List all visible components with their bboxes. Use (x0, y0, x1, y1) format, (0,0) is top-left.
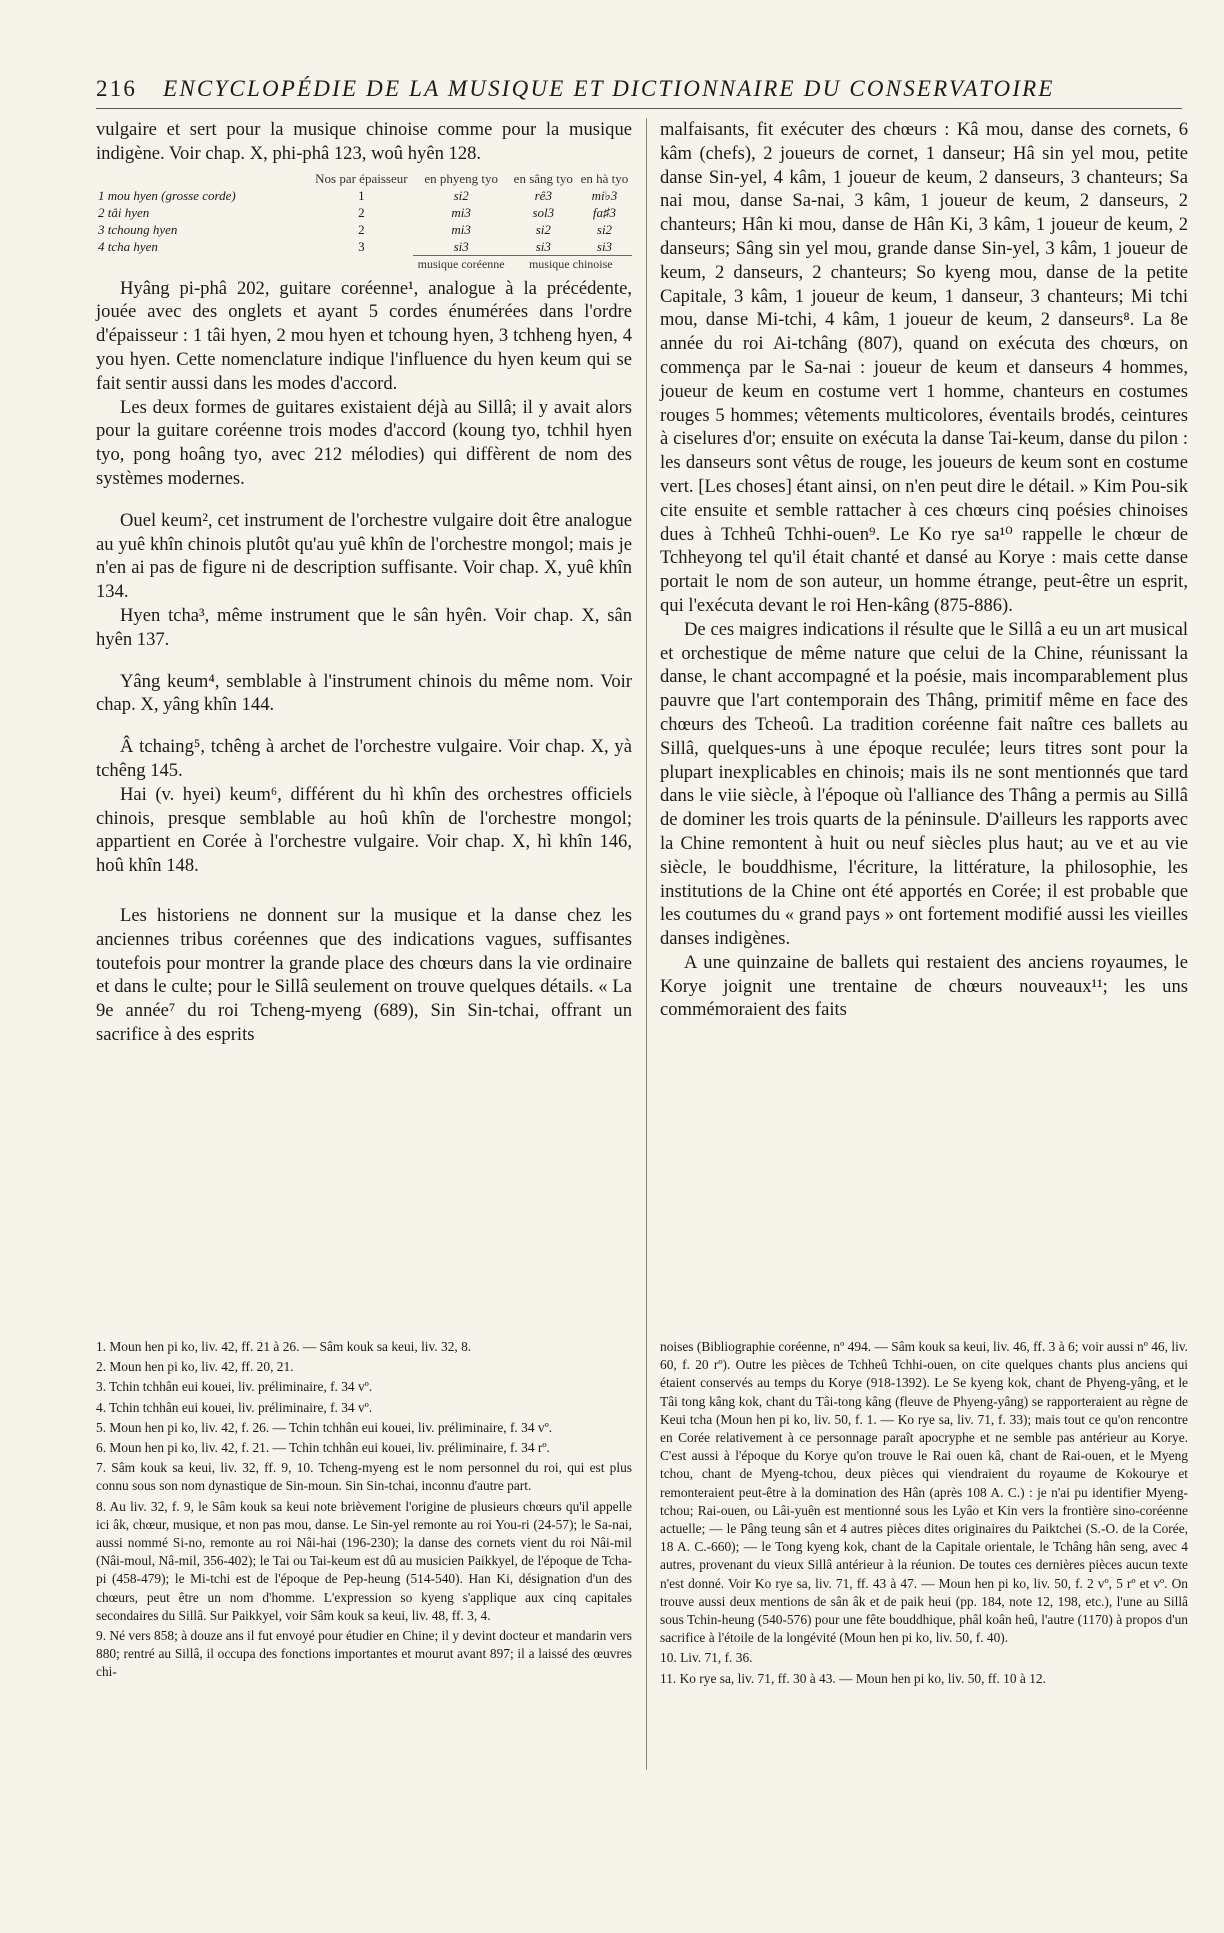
column-divider (646, 118, 647, 1770)
footnote: 1. Moun hen pi ko, liv. 42, ff. 21 à 26. — Sâm kouk sa keui, liv. 32, 8. (96, 1339, 472, 1354)
page-header (96, 76, 1182, 102)
footnotes-right (660, 1338, 1188, 1690)
footnote: 9. Né vers 858; à douze ans il fut envoyé pour étudier en Chine; il y devint docteur et mandarin vers 880; rentré au Sillâ, il occupa des fonctions importantes et mourut avant 897; il a laissé des œuvres chi- (96, 1628, 632, 1680)
paragraph: malfaisants, fit exécuter des chœurs : Kâ mou, danse des cornets, 6 kâm (chefs), 2 joueurs de cornet, 1 danseur; Hâ sin yel mou, petite danse Sin-yel, 4 kâm, 1 joueur de keum, 2 danseurs, 3 chanteurs; Sa nai mou, danse Sa-nai, 3 kâm, 1 joueur de keum, 2 danseurs, 2 chanteurs; Hân ki mou, danse de Hân Ki, 3 kâm, 1 joueur de keum, 2 danseurs; Sâng sin yel mou, grande danse Sin-yel, 3 kâm, 1 joueur de keum, 2 danseurs, 2 chanteurs; So kyeng mou, danse de la petite Capitale, 3 kâm, 1 joueur de keum, 1 danseur, 3 chanteurs; Mi tchi mou, danse Mi-tchi, 4 kâm, 1 joueur de keum, 2 danseurs⁸. La 8e année du roi Ai-tchâng (807), quand on exécuta des chœurs, on commença par le Sa-nai : joueur de keum et danseurs 4 hommes, joueur de keum en costume vert 1 homme, chanteurs en costumes rouges 5 hommes; vêtements multicolores, éventails brodés, ceintures à ciselures d'or; ensuite on exécuta la danse Tai-keum, danse du pilon : les danseurs sont vêtus de rouge, les joueurs de keum sont en costume vert. [Les choses] étant ainsi, on n'en peut dire le détail. » Kim Pou-sik cite ensuite et semble rattacher à ces chœurs cinq poésies chinoises dues à Tchheû Tchhi-ouen⁹. Le Ko rye sa¹⁰ rappelle le chœur de Tchheyong tel qu'il était chanté et dansé au Korye : mais cette danse portait le nom de son auteur, un homme étrange, peut-être un esprit, qui l'exécuta devant le roi Hen-kâng (875-886). (660, 119, 1188, 616)
footnote: 5. Moun hen pi ko, liv. 42, f. 26. — Tchin tchhân eui kouei, liv. préliminaire, f. 34 vº. (96, 1419, 553, 1435)
table-header: en phyeng tyo (424, 170, 498, 186)
paragraph: Hyâng pi-phâ 202, guitare coréenne¹, analogue à la précédente, jouée avec des onglets et ayant 5 cordes énumérées dans l'ordre d'épaisseur : 1 tâi hyen, 2 mou hyen et tchoung hyen, 3 tchheng hyen, 4 you hyen. Cette nomenclature indique l'influence du hyen keum qui se fait sentir aussi dans les modes d'accord. (96, 277, 632, 394)
footnote: 8. Au liv. 32, f. 9, le Sâm kouk sa keui note brièvement l'origine de plusieurs chœurs qu'il appelle ici âk, chœur, musique, et non pas mou, danse. Le Sin-yel remonte au roi You-ri (24-57); le Sa-nai, aussi nommé Si-no, remonte au roi Nâi-hai (196-230); la danse des cornets vient du roi Nâi-mil (Nâi-moul, Nâ-mil, 356-402); le Tai ou Tai-keum est dû au musicien Paikkyel, de l'époque de Tcha-pi (458-479); le Mi-tchi est de l'époque de Pep-heung (514-540). Han Ki, désignation d'un des chœurs, peut être un nom d'homme. L'expression so kyeng s'applique aux cinq capitales secondaires du Sillâ. Sur Paikkyel, voir Sâm kouk sa keui, liv. 48, ff. 3, 4. (96, 1498, 632, 1623)
paragraph: Ouel keum², cet instrument de l'orchestre vulgaire doit être analogue au yuê khîn chinois plutôt qu'au yuê khîn de l'orchestre mongol; mais je n'en ai pas de figure ni de description suffisante. Voir chap. X, yuê khîn 134. (96, 509, 632, 603)
table-header: Nos par épaisseur (315, 170, 408, 186)
right-column (660, 118, 1188, 1022)
footnotes-left (96, 1338, 632, 1684)
running-title: ENCYCLOPÉDIE DE LA MUSIQUE ET DICTIONNAIRE DU CONSERVATOIRE (163, 76, 1055, 101)
page-number: 216 (96, 76, 138, 101)
table-row: 4 tcha hyen 3 si3 si3 si3 (98, 238, 613, 254)
paragraph: vulgaire et sert pour la musique chinoise comme pour la musique indigène. Voir chap. X, phi-phâ 123, woû hyên 128. (96, 119, 632, 164)
paragraph: Les historiens ne donnent sur la musique et la danse chez les anciennes tribus coréennes que des indications vagues, suffisantes toutefois pour montrer la grande place des chœurs dans la vie ordinaire et dans le culte; pour le Sillâ seulement on trouve quelques détails. « La 9e année⁷ du roi Tcheng-myeng (689), Sin Sin-tchai, offrant un sacrifice à des esprits (96, 904, 632, 1045)
footnote: noises (Bibliographie coréenne, nº 494. — Sâm kouk sa keui, liv. 46, ff. 3 à 6; voir aussi nº 46, liv. 60, f. 20 rº). Outre les pièces de Tchheû Tchhi-ouen, on cite quelques chants plus anciens qui étaient conservés au temps du Korye (918-1392). Le Se kyeng kok, chant de Phyeng-yâng, et le Tâi tong kâng kok, chant du Tâi-tong kâng (fleuve de Phyeng-yâng) se rapporteraient au règne de Keui tcha (Moun hen pi ko, liv. 50, f. 1. — Ko rye sa, liv. 71, f. 33); mais tout ce qu'on rencontre en Corée relativement à ce personnage paraît apocryphe et ne semble pas antérieur au Korye. C'est aussi à l'époque du Korye qu'on trouve le Rai ouen kâ, chant de Rai-ouen, et le Myeng tchou, chant de Myeng-tchou, deux pièces qui viendraient du royaume de Kokourye et remonteraient peut-être à la domination des Hân (après 108 A. C.) : je n'ai pu identifier Myeng-tchou; Rai-ouen, ou Lâi-yuên est mentionné sous les Lyâo et Kin vers la frontière sino-coréenne actuelle; — le Pâng teung sân et 4 autres pièces dites originaires du Paiktchei (S.-O. de la Corée, 18 A. C.-660); — le Tong kyeng kok, chant de la Capitale orientale, le Tchâng hân seng, avec 4 autres, provenant du vieux Sillâ antérieur à la réunion. De toutes ces dernières pièces aucun texte n'est donné. Voir Ko rye sa, liv. 71, ff. 43 à 47. — Moun hen pi ko, liv. 50, f. 2 vº, 5 rº et vº. On trouve aussi deux mentions de sân âk et de paik heui (pp. 184, note 12, 198, etc.), l'une au Sillâ sous Tchin-heung (540-576) pour une fête bouddhique, phâl koân heû, l'autre (1170) à propos d'un sacrifice à l'étoile de la longévité (Moun hen pi ko, liv. 50, f. 40). (660, 1339, 1188, 1646)
table-caption: musique coréenne (413, 255, 510, 273)
footnote: 3. Tchin tchhân eui kouei, liv. préliminaire, f. 34 vº. (96, 1379, 373, 1395)
footnote: 4. Tchin tchhân eui kouei, liv. préliminaire, f. 34 vº. (96, 1399, 373, 1415)
tuning-table (96, 170, 632, 273)
header-rule (96, 108, 1182, 109)
paragraph: A une quinzaine de ballets qui restaient des anciens royaumes, le Korye joignit une trentaine de chœurs nouveaux¹¹; les uns commémoraient des faits (660, 951, 1188, 1021)
table-row: 1 mou hyen (grosse corde) 1 si2 rê3 mi♭3 (98, 187, 618, 203)
footnote: 11. Ko rye sa, liv. 71, ff. 30 à 43. — Moun hen pi ko, liv. 50, ff. 10 à 12. (660, 1670, 1046, 1686)
left-column (96, 118, 632, 1047)
table-header: en hà tyo (580, 170, 629, 186)
paragraph: Â tchaing⁵, tchêng à archet de l'orchestre vulgaire. Voir chap. X, yà tchêng 145. (96, 736, 632, 781)
paragraph: Les deux formes de guitares existaient déjà au Sillâ; il y avait alors pour la guitare coréenne trois modes d'accord (koung tyo, tchhil hyen tyo, pong hoâng tyo, avec 212 mélodies) qui diffèrent de nom des systèmes modernes. (96, 396, 632, 489)
paragraph: Yâng keum⁴, semblable à l'instrument chinois du même nom. Voir chap. X, yâng khîn 144. (96, 670, 632, 716)
footnote: 7. Sâm kouk sa keui, liv. 32, ff. 9, 10. Tcheng-myeng est le nom personnel du roi, qui est plus connu sous son nom dynastique de Sin-moun. Sin Sin-tchai, inconnu d'autre part. (96, 1460, 632, 1494)
footnote: 10. Liv. 71, f. 36. (660, 1650, 753, 1666)
table-header: en sâng tyo (513, 170, 573, 186)
paragraph: De ces maigres indications il résulte que le Sillâ a eu un art musical et orchestique de même nature que celui de la Chine, réunissant la danse, le chant accompagné et la poésie, mais incomparablement plus pauvre que l'art contemporain des Thâng, primitif même en face des chœurs des Tcheoû. La tradition coréenne fait naître ces ballets au Sillâ, quelques-uns à une époque reculée; leurs titres sont pour la plupart inexplicables en chinois; mais ils ne sont mentionnés que tard dans le viie siècle, à l'époque où l'alliance des Thâng a permis au Sillâ de dominer les trois quarts de la péninsule. D'ailleurs les rapports avec la Chine remontent à huit ou neuf siècles plus haut; au ve et au vie siècle, le bouddhisme, l'écriture, la littérature, la philosophie, les institutions de la Chine ont été apportés en Corée; il est probable que les coutumes du « grand pays » ont fortement modifié aussi les vieilles danses indigènes. (660, 618, 1188, 950)
footnote: 2. Moun hen pi ko, liv. 42, ff. 20, 21. (96, 1359, 294, 1375)
paragraph: Hyen tcha³, même instrument que le sân hyên. Voir chap. X, sân hyên 137. (96, 604, 632, 650)
table-row: 3 tchoung hyen 2 mi3 si2 si2 (98, 221, 613, 237)
table-caption: musique chinoise (510, 255, 632, 273)
table-row: 2 tâi hyen 2 mi3 sol3 fa♯3 (98, 204, 617, 220)
paragraph: Hai (v. hyei) keum⁶, différent du hì khîn des orchestres officiels chinois, presque semblable au hoû khîn de l'orchestre mongol; appartient en Corée à l'orchestre vulgaire. Voir chap. X, hì khîn 146, hoû khîn 148. (96, 783, 632, 877)
footnote: 6. Moun hen pi ko, liv. 42, f. 21. — Tchin tchhân eui kouei, liv. préliminaire, f. 34 rº. (96, 1440, 550, 1456)
